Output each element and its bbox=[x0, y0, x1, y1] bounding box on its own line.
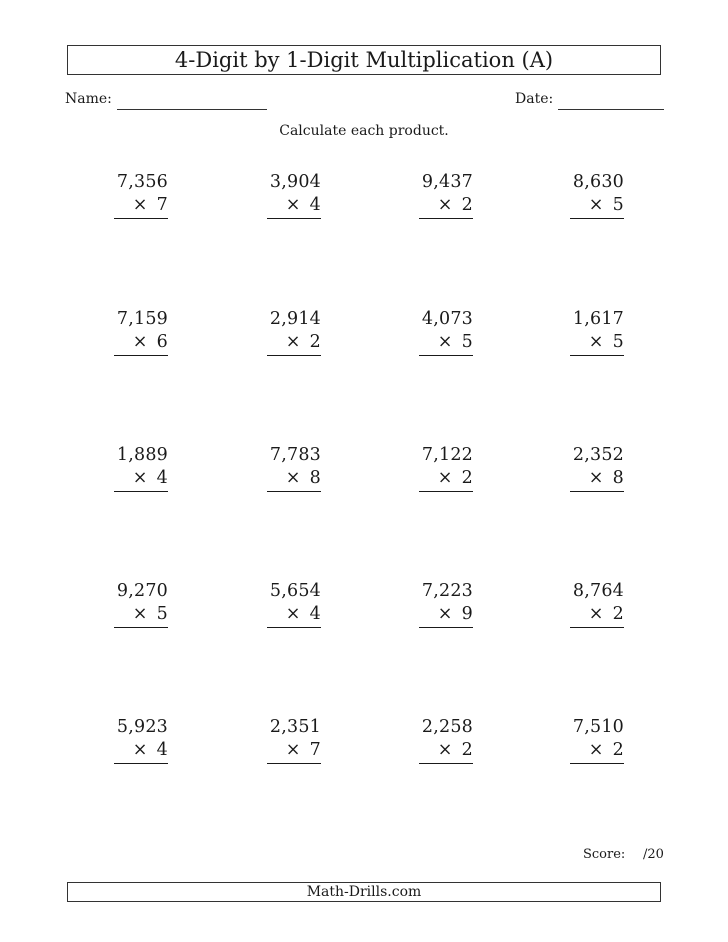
footer-site: Math-Drills.com bbox=[67, 882, 661, 902]
multiplier-line bbox=[438, 195, 473, 215]
name-label: Name: bbox=[65, 91, 112, 107]
problem-10 bbox=[231, 445, 321, 495]
multiplicand: 2,914 bbox=[269, 309, 321, 329]
multiplier: 2 bbox=[612, 740, 624, 760]
problem-5 bbox=[78, 309, 168, 359]
multiplier-line bbox=[286, 468, 321, 488]
multiplicand: 2,351 bbox=[269, 717, 321, 737]
times-sign: × bbox=[132, 468, 148, 488]
answer-line bbox=[419, 763, 473, 764]
times-sign: × bbox=[588, 195, 604, 215]
multiplicand: 1,617 bbox=[572, 309, 624, 329]
answer-line bbox=[267, 491, 321, 492]
problem-8 bbox=[534, 309, 624, 359]
problem-1 bbox=[78, 172, 168, 222]
multiplier-line bbox=[133, 195, 168, 215]
multiplier: 8 bbox=[309, 468, 321, 488]
answer-line bbox=[267, 763, 321, 764]
multiplier: 8 bbox=[612, 468, 624, 488]
problem-13 bbox=[78, 581, 168, 631]
multiplier: 5 bbox=[461, 332, 473, 352]
multiplicand: 7,356 bbox=[116, 172, 168, 192]
multiplier-line bbox=[438, 468, 473, 488]
multiplicand: 7,159 bbox=[116, 309, 168, 329]
problem-14 bbox=[231, 581, 321, 631]
multiplicand: 2,352 bbox=[572, 445, 624, 465]
multiplicand: 8,764 bbox=[572, 581, 624, 601]
problem-9 bbox=[78, 445, 168, 495]
multiplier: 2 bbox=[309, 332, 321, 352]
multiplicand: 4,073 bbox=[421, 309, 473, 329]
problem-12 bbox=[534, 445, 624, 495]
answer-line bbox=[267, 218, 321, 219]
multiplier: 6 bbox=[156, 332, 168, 352]
problem-3 bbox=[383, 172, 473, 222]
times-sign: × bbox=[588, 604, 604, 624]
problem-20 bbox=[534, 717, 624, 767]
multiplier-line bbox=[589, 195, 624, 215]
multiplier-line bbox=[133, 332, 168, 352]
answer-line bbox=[419, 355, 473, 356]
multiplier: 2 bbox=[461, 740, 473, 760]
multiplier: 5 bbox=[612, 195, 624, 215]
times-sign: × bbox=[588, 332, 604, 352]
multiplier: 2 bbox=[461, 468, 473, 488]
multiplier-line bbox=[133, 468, 168, 488]
times-sign: × bbox=[132, 195, 148, 215]
multiplier-line bbox=[286, 332, 321, 352]
problem-6 bbox=[231, 309, 321, 359]
problem-15 bbox=[383, 581, 473, 631]
times-sign: × bbox=[132, 740, 148, 760]
multiplier-line bbox=[133, 740, 168, 760]
multiplier: 2 bbox=[461, 195, 473, 215]
problem-17 bbox=[78, 717, 168, 767]
multiplier: 9 bbox=[461, 604, 473, 624]
times-sign: × bbox=[285, 740, 301, 760]
multiplier-line bbox=[286, 740, 321, 760]
answer-line bbox=[570, 627, 624, 628]
answer-line bbox=[114, 763, 168, 764]
answer-line bbox=[419, 627, 473, 628]
multiplicand: 7,783 bbox=[269, 445, 321, 465]
problem-16 bbox=[534, 581, 624, 631]
times-sign: × bbox=[437, 740, 453, 760]
times-sign: × bbox=[285, 468, 301, 488]
multiplicand: 7,223 bbox=[421, 581, 473, 601]
multiplier-line bbox=[286, 604, 321, 624]
multiplier-line bbox=[589, 332, 624, 352]
multiplicand: 7,122 bbox=[421, 445, 473, 465]
multiplicand: 5,923 bbox=[116, 717, 168, 737]
multiplier: 4 bbox=[309, 604, 321, 624]
answer-line bbox=[114, 627, 168, 628]
score-label: Score: bbox=[583, 847, 626, 862]
times-sign: × bbox=[588, 740, 604, 760]
multiplicand: 7,510 bbox=[572, 717, 624, 737]
problem-4 bbox=[534, 172, 624, 222]
times-sign: × bbox=[132, 332, 148, 352]
multiplicand: 5,654 bbox=[269, 581, 321, 601]
multiplier-line bbox=[286, 195, 321, 215]
multiplier: 2 bbox=[612, 604, 624, 624]
answer-line bbox=[419, 218, 473, 219]
multiplicand: 3,904 bbox=[269, 172, 321, 192]
answer-line bbox=[114, 218, 168, 219]
times-sign: × bbox=[437, 468, 453, 488]
score-total: /20 bbox=[643, 847, 664, 862]
problem-7 bbox=[383, 309, 473, 359]
multiplier: 4 bbox=[156, 740, 168, 760]
multiplicand: 2,258 bbox=[421, 717, 473, 737]
answer-line bbox=[114, 491, 168, 492]
multiplier: 4 bbox=[156, 468, 168, 488]
multiplier: 4 bbox=[309, 195, 321, 215]
answer-line bbox=[267, 627, 321, 628]
multiplier-line bbox=[133, 604, 168, 624]
multiplier: 5 bbox=[156, 604, 168, 624]
worksheet-title: 4-Digit by 1-Digit Multiplication (A) bbox=[67, 45, 661, 75]
times-sign: × bbox=[285, 195, 301, 215]
multiplier-line bbox=[438, 332, 473, 352]
problem-11 bbox=[383, 445, 473, 495]
answer-line bbox=[419, 491, 473, 492]
problem-2 bbox=[231, 172, 321, 222]
times-sign: × bbox=[132, 604, 148, 624]
answer-line bbox=[570, 763, 624, 764]
times-sign: × bbox=[437, 332, 453, 352]
times-sign: × bbox=[437, 604, 453, 624]
multiplicand: 8,630 bbox=[572, 172, 624, 192]
multiplier-line bbox=[438, 740, 473, 760]
times-sign: × bbox=[588, 468, 604, 488]
date-label: Date: bbox=[515, 91, 554, 107]
instructions: Calculate each product. bbox=[279, 123, 449, 139]
problem-18 bbox=[231, 717, 321, 767]
answer-line bbox=[267, 355, 321, 356]
multiplicand: 9,270 bbox=[116, 581, 168, 601]
multiplier-line bbox=[589, 604, 624, 624]
multiplier: 7 bbox=[156, 195, 168, 215]
answer-line bbox=[570, 355, 624, 356]
date-line bbox=[558, 109, 664, 110]
answer-line bbox=[570, 218, 624, 219]
multiplicand: 1,889 bbox=[116, 445, 168, 465]
multiplier: 5 bbox=[612, 332, 624, 352]
answer-line bbox=[114, 355, 168, 356]
problem-19 bbox=[383, 717, 473, 767]
multiplier-line bbox=[589, 740, 624, 760]
multiplier-line bbox=[589, 468, 624, 488]
times-sign: × bbox=[285, 332, 301, 352]
answer-line bbox=[570, 491, 624, 492]
name-line bbox=[117, 109, 267, 110]
multiplier: 7 bbox=[309, 740, 321, 760]
times-sign: × bbox=[437, 195, 453, 215]
multiplier-line bbox=[438, 604, 473, 624]
times-sign: × bbox=[285, 604, 301, 624]
multiplicand: 9,437 bbox=[421, 172, 473, 192]
